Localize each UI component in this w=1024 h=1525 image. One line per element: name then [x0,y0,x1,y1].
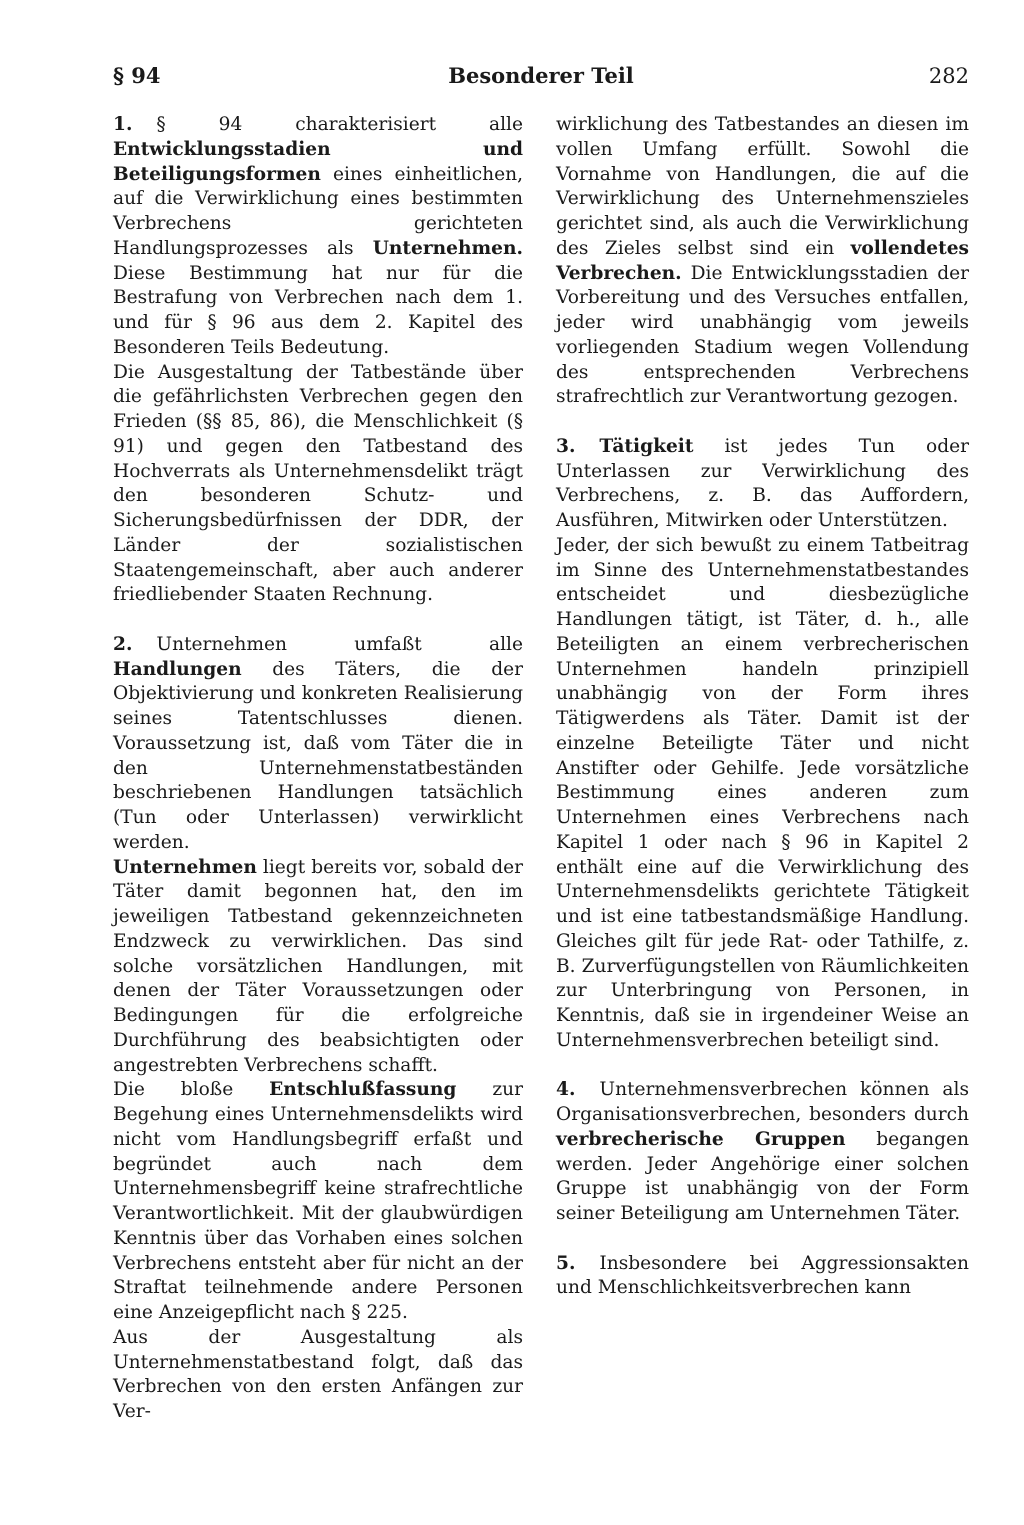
paragraph-1-continued: Die Ausgestaltung der Tatbestände über die gefährlichsten Verbrechen gegen den Frieden (§§ 85, 86), die Menschlichkeit (§ 91) und gegen den Tatbestand des Hochverrats als Unternehmensdelikt trägt den besonderen Schutz- und Sicherungsbedürfnissen der DDR, der Länder der sozialistischen Staatengemeinschaft, aber auch anderer friedliebender Staaten Rechnung. [113,361,523,606]
text-run: wirklichung des Tatbestandes an diesen im vollen Umfang erfüllt. Sowohl die Vornahme von Handlungen, die auf die Verwirklichung des Unternehmenszieles gerichtet sind, als auch die Verwirklichung des Zieles selbst sind ein [556,114,969,259]
paragraph-number: 2. [113,633,133,655]
paragraph-3-continued: Jeder, der sich bewußt zu einem Tatbeitrag im Sinne des Unternehmenstatbestandes entscheidet und diesbezügliche Handlungen tätigt, ist Täter, d. h., alle Beteiligten an einem verbrecherischen Unternehmen handeln prinzipiell unabhängig von der Form ihres Tätigwerdens als Täter. Damit ist der einzelne Beteiligte Täter und nicht Anstifter oder Gehilfe. Jede vorsätzliche Bestimmung eines anderen zum Unternehmen eines Verbrechens nach Kapitel 1 oder nach § 96 in Kapitel 2 enthält eine auf die Verwirklichung des Unternehmensdelikts gerichtete Tätigkeit und ist eine tatbestandsmäßige Handlung. Gleiches gilt für jede Rat- oder Tathilfe, z. B. Zurverfügungstellen von Räumlichkeiten zur Unterbringung von Personen, in Kenntnis, daß sie in irgendeiner Weise an Unternehmensverbrechen beteiligt sind. [556,534,969,1051]
paragraph-5 [556,1252,969,1302]
right-column [556,113,969,1301]
text-run: Diese Bestimmung hat nur für die Bestrafung von Verbrechen nach dem 1. und für § 96 aus dem 2. Kapitel des Besonderen Teils Bedeutung. [113,262,523,358]
text-run: Unternehmensverbrechen können als Organisationsverbrechen, besonders durch [556,1079,969,1125]
paragraph-2-unternehmen [113,856,523,1079]
emphasis: Unternehmen [113,856,257,878]
paragraph-1 [113,113,523,361]
left-column [113,113,523,1425]
text-run: Insbesondere bei Aggressionsakten und Menschlichkeitsverbrechen kann [556,1252,969,1299]
text-run: begangen werden. Jeder Angehörige einer solchen Gruppe ist unabhängig von der Form seiner Beteiligung am Unternehmen Täter. [556,1128,969,1224]
page-header [113,58,969,94]
text-run: zur Begehung eines Unternehmensdelikts wird nicht vom Handlungsbegriff erfaßt und begründet auch nach dem Unternehmensbegriff keine strafrechtliche Verantwortlichkeit. Mit der glaubwürdigen Kenntnis über das Vorhaben eines solchen Verbrechens entsteht aber für nicht an der Straftat teilnehmende andere Personen eine Anzeigepflicht nach § 225. [113,1079,523,1323]
text-run: Die Entwicklungsstadien der Vorbereitung und des Versuches entfallen, jeder wird unabhängig vom jeweils vorliegenden Stadium wegen Vollendung des entsprechenden Verbrechens strafrechtlich zur Verantwortung gezogen. [556,262,969,408]
emphasis: Entwicklungsstadien und Beteiligungsformen [113,138,523,185]
text-run: des Täters, die der Objektivierung und konkreten Realisierung seines Tatentschlusses dienen. Voraussetzung ist, daß vom Täter die in den Unternehmenstatbeständen beschriebenen Handlungen tatsächlich (Tun oder Unterlassen) verwirklicht werden. [113,658,523,853]
paragraph-3 [556,435,969,534]
paragraph-2-continued [556,113,969,410]
text-run: ist jedes Tun oder Unterlassen zur Verwirklichung des Verbrechens, z. B. das Auffordern, Ausführen, Mitwirken oder Unterstützen. [556,435,969,531]
paragraph-4 [556,1078,969,1227]
emphasis: Tätigkeit [599,435,694,457]
paragraph-number: 1. [113,114,133,135]
running-title: Besonderer Teil [448,63,634,88]
paragraph-number: 4. [556,1079,576,1101]
paragraph-2-ausgestaltung: Aus der Ausgestaltung als Unternehmenstatbestand folgt, daß das Verbrechen von den ersten Anfängen zur Ver- [113,1326,523,1422]
page-number: 282 [928,64,969,88]
paragraph-number: 5. [556,1252,576,1274]
emphasis: Handlungen [113,658,242,680]
paragraph-2-entschluss [113,1078,523,1326]
text-run: Die bloße [113,1079,270,1101]
section-number: § 94 [113,63,161,88]
emphasis: vollendetes Verbrechen. [556,237,969,284]
emphasis: Unternehmen. [372,237,523,259]
paragraph-number: 3. [556,435,576,457]
text-run: § 94 charakterisiert alle [156,114,523,135]
paragraph-2 [113,633,523,856]
emphasis: Entschlußfassung [269,1079,457,1101]
text-run: liegt bereits vor, sobald der Täter damit begonnen hat, den im jeweiligen Tatbestand gekennzeichneten Endzweck zu verwirklichen. Das sind solche vorsätzlichen Handlungen, mit denen der Täter Voraussetzungen oder Bedingungen für die erfolgreiche Durchführung des beabsichtigten oder angestrebten Verbrechens schafft. [113,856,523,1076]
emphasis: verbrecherische Gruppen [556,1128,846,1150]
text-run: Unternehmen umfaßt alle [156,633,523,655]
text-run: eines einheitlichen, auf die Verwirklichung eines bestimmten Verbrechens gerichteten Handlungsprozesses als [113,163,523,259]
